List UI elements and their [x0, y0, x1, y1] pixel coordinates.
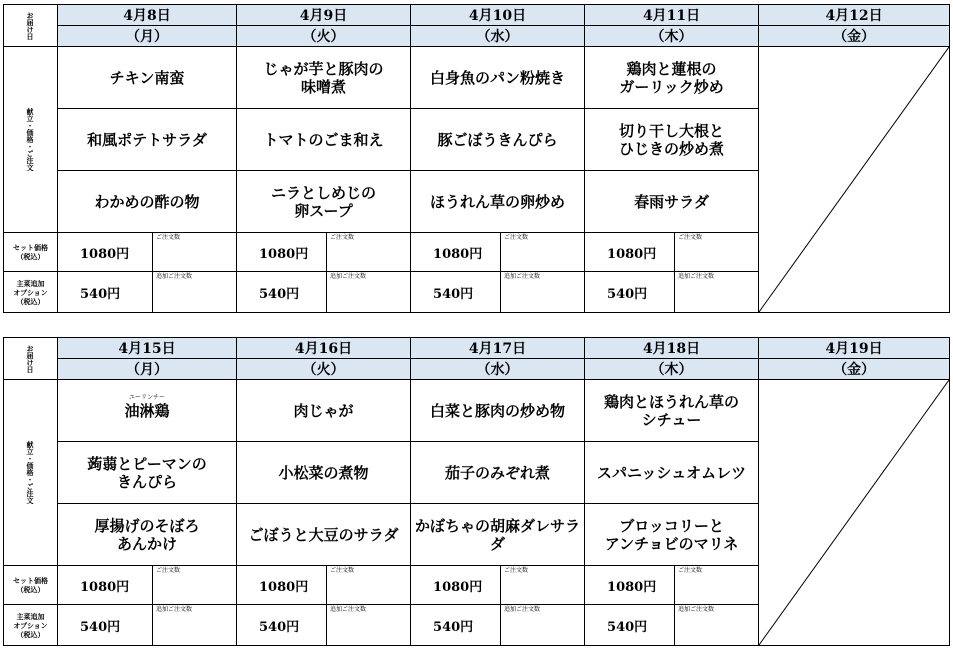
menu-item: [58, 109, 237, 171]
diagonal-line: [759, 380, 949, 645]
date-cell: 4月15日: [58, 338, 237, 359]
order-count-field[interactable]: [675, 233, 759, 272]
set-price-label: セット価格 （税込）: [4, 566, 58, 605]
menu-item-text: 春雨サラダ: [634, 192, 709, 211]
option-price: 540円: [411, 272, 501, 313]
option-label: 主菜追加 オプション （税込）: [4, 272, 58, 313]
weekday-cell: （木）: [585, 359, 759, 380]
weekday-cell-holiday: （金）: [759, 26, 950, 47]
extra-order-count-label: 追加ご注文数: [330, 606, 367, 613]
date-cell: 4月11日: [585, 5, 759, 26]
option-price: 540円: [237, 272, 327, 313]
set-price: 1080円: [585, 233, 675, 272]
menu-item-text: じゃが芋と豚肉の 味噌煮: [263, 59, 384, 96]
delivery-label: お届け日: [4, 338, 58, 380]
menu-label: 献立・価格・ご注文: [4, 47, 58, 233]
set-price: 1080円: [58, 233, 153, 272]
menu-item-text: 白菜と豚肉の炒め物: [430, 401, 566, 420]
menu-item: [237, 504, 411, 566]
order-count-field[interactable]: [327, 566, 411, 605]
set-price: 1080円: [58, 566, 153, 605]
menu-label: 献立・価格・ご注文: [4, 380, 58, 566]
menu-item: [585, 171, 759, 233]
menu-item: [237, 109, 411, 171]
date-cell: 4月10日: [411, 5, 585, 26]
menu-item: [585, 47, 759, 109]
order-count-field[interactable]: [153, 233, 237, 272]
menu-item: [58, 171, 237, 233]
holiday-cell: [759, 47, 950, 313]
order-count-label: ご注文数: [156, 234, 181, 241]
order-count-field[interactable]: [501, 566, 585, 605]
weekday-cell-holiday: （金）: [759, 359, 950, 380]
menu-item-text: わかめの酢の物: [94, 192, 200, 211]
extra-order-count-field[interactable]: [153, 272, 237, 313]
extra-order-count-field[interactable]: [153, 605, 237, 646]
menu-item-text: かぼちゃの胡麻ダレサラ ダ: [415, 516, 581, 553]
option-label: 主菜追加 オプション （税込）: [4, 605, 58, 646]
menu-item: [411, 47, 585, 109]
menu-item-text: 和風ポテトサラダ: [87, 130, 207, 149]
week-table-1: [3, 4, 949, 313]
menu-item: [585, 504, 759, 566]
weekday-cell: （火）: [237, 26, 411, 47]
menu-item-text: 鶏肉とほうれん草の シチュー: [604, 392, 740, 429]
extra-order-count-label: 追加ご注文数: [156, 273, 193, 280]
set-price: 1080円: [585, 566, 675, 605]
menu-item-text: 油淋鶏: [124, 401, 170, 420]
option-price: 540円: [411, 605, 501, 646]
set-price: 1080円: [411, 233, 501, 272]
menu-item: [58, 47, 237, 109]
order-count-label: ご注文数: [504, 567, 529, 574]
set-price: 1080円: [237, 566, 327, 605]
delivery-label: お届け日: [4, 5, 58, 47]
order-count-field[interactable]: [675, 566, 759, 605]
extra-order-count-field[interactable]: [327, 272, 411, 313]
extra-order-count-field[interactable]: [675, 272, 759, 313]
menu-item: [58, 380, 237, 442]
week-table-2: [3, 337, 949, 646]
order-count-label: ご注文数: [330, 567, 355, 574]
date-cell-holiday: 4月19日: [759, 338, 950, 359]
menu-item: [237, 171, 411, 233]
weekday-cell: （月）: [58, 359, 237, 380]
option-price: 540円: [585, 272, 675, 313]
menu-item-text: 蒟蒻とピーマンの きんぴら: [87, 454, 207, 491]
menu-item-text: 鶏肉と蓮根の ガーリック炒め: [619, 59, 724, 96]
menu-item-text: ニラとしめじの 卵スープ: [271, 183, 377, 220]
menu-item-text: 豚ごぼうきんぴら: [437, 130, 558, 149]
menu-item: [58, 504, 237, 566]
menu-item-text: 切り干し大根と ひじきの炒め煮: [619, 121, 725, 158]
order-count-label: ご注文数: [156, 567, 181, 574]
date-cell: 4月18日: [585, 338, 759, 359]
extra-order-count-label: 追加ご注文数: [504, 606, 541, 613]
order-count-label: ご注文数: [504, 234, 529, 241]
option-price: 540円: [58, 272, 153, 313]
option-price: 540円: [585, 605, 675, 646]
order-count-label: ご注文数: [678, 567, 703, 574]
date-cell: 4月9日: [237, 5, 411, 26]
diagonal-line: [759, 47, 949, 312]
holiday-cell: [759, 380, 950, 646]
menu-table: [3, 337, 950, 646]
extra-order-count-field[interactable]: [501, 272, 585, 313]
menu-item: [411, 504, 585, 566]
menu-item: [411, 171, 585, 233]
date-cell: 4月17日: [411, 338, 585, 359]
extra-order-count-label: 追加ご注文数: [678, 606, 715, 613]
extra-order-count-label: 追加ご注文数: [330, 273, 367, 280]
extra-order-count-label: 追加ご注文数: [504, 273, 541, 280]
order-count-label: ご注文数: [330, 234, 355, 241]
extra-order-count-field[interactable]: [327, 605, 411, 646]
order-count-field[interactable]: [153, 566, 237, 605]
menu-item: [237, 47, 411, 109]
option-price: 540円: [237, 605, 327, 646]
order-count-field[interactable]: [501, 233, 585, 272]
menu-item: [585, 109, 759, 171]
menu-item: [237, 442, 411, 504]
date-cell-holiday: 4月12日: [759, 5, 950, 26]
menu-item-text: 小松菜の煮物: [278, 463, 369, 482]
date-cell: 4月16日: [237, 338, 411, 359]
menu-item-text: 白身魚のパン粉焼き: [430, 68, 566, 87]
menu-item-text: 肉じゃが: [293, 401, 354, 420]
menu-item-text: ブロッコリーと アンチョビのマリネ: [604, 516, 739, 553]
menu-item-text: 厚揚げのそぼろ あんかけ: [94, 516, 200, 553]
set-price: 1080円: [237, 233, 327, 272]
menu-item: [58, 442, 237, 504]
menu-item: [585, 380, 759, 442]
menu-item: [411, 109, 585, 171]
order-count-field[interactable]: [327, 233, 411, 272]
extra-order-count-field[interactable]: [675, 605, 759, 646]
menu-item-text: チキン南蛮: [109, 68, 185, 87]
weekday-cell: （木）: [585, 26, 759, 47]
weekday-cell: （月）: [58, 26, 237, 47]
date-cell: 4月8日: [58, 5, 237, 26]
weekday-cell: （火）: [237, 359, 411, 380]
menu-item: [411, 442, 585, 504]
weekday-cell: （水）: [411, 26, 585, 47]
menu-item-text: ほうれん草の卵炒め: [430, 192, 566, 211]
menu-item-text: ごぼうと大豆のサラダ: [248, 525, 399, 544]
menu-ruby: ユーリンチー: [129, 393, 166, 401]
set-price-label: セット価格 （税込）: [4, 233, 58, 272]
menu-item: [585, 442, 759, 504]
menu-item-text: 茄子のみぞれ煮: [445, 463, 551, 482]
extra-order-count-field[interactable]: [501, 605, 585, 646]
menu-table: [3, 4, 950, 313]
extra-order-count-label: 追加ご注文数: [156, 606, 193, 613]
extra-order-count-label: 追加ご注文数: [678, 273, 715, 280]
menu-item: [411, 380, 585, 442]
order-count-label: ご注文数: [678, 234, 703, 241]
menu-item: [237, 380, 411, 442]
menu-item-text: スパニッシュオムレツ: [597, 463, 747, 482]
option-price: 540円: [58, 605, 153, 646]
menu-item-text: トマトのごま和え: [263, 130, 384, 149]
weekday-cell: （水）: [411, 359, 585, 380]
set-price: 1080円: [411, 566, 501, 605]
